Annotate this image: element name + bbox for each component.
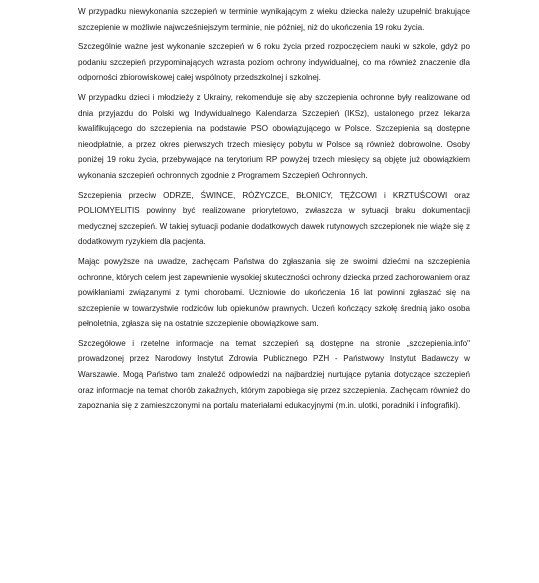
paragraph-4: Szczepienia przeciw ODRZE, ŚWINCE, RÓŻYCZCE, BŁONICY, TĘŻCOWI i KRZTUŚCOWI oraz POLIOMYELITIS powinny być realizowane priorytetowo, zwłaszcza w sytuacji braku dokumentacji medycznej szczepień. W takiej sytuacji podanie dodatkowych dawek rutynowych szczepionek nie wiąże się z dodatkowym ryzykiem dla pacjenta. — [78, 190, 470, 247]
paragraph-3: W przypadku dzieci i młodzieży z Ukrainy, rekomenduje się aby szczepienia ochronne były realizowane od dnia przyjazdu do Polski wg Indywidualnego Kalendarza Szczepień (IKSz), ustalonego przez lekarza kwalifikującego do szczepienia na podstawie PSO obowiązującego w Polsce. Szczepienia są dostępne nieodpłatnie, a przez okres pierwszych trzech miesięcy pobytu w Polsce są również dobrowolne. Osoby poniżej 19 roku życia, przebywające na terytorium RP powyżej trzech miesięcy są objęte już obowiązkiem wykonania szczepień ochronnych zgodnie z Programem Szczepień Ochronnych. — [78, 92, 470, 180]
document-body — [78, 4, 470, 418]
paragraph-1: W przypadku niewykonania szczepień w terminie wynikającym z wieku dziecka należy uzupełnić brakujące szczepienie w możliwie najwcześniejszym terminie, nie później, niż do ukończenia 19 roku życia. — [78, 7, 470, 32]
paragraph-5: Mając powyższe na uwadze, zachęcam Państwa do zgłaszania się ze swoimi dziećmi na szczepienia ochronne, których celem jest zapewnienie wysokiej skuteczności ochrony dziecka przed zachorowaniem oraz powikłaniami związanymi z tymi chorobami. Uczniowie do ukończenia 16 lat powinni zgłaszać się na szczepienie w towarzystwie rodziców lub opiekunów prawnych. Uczeń kończący szkołę średnią jako osoba pełnoletnia, zgłasza się na ostatnie szczepienie obowiązkowe sam. — [78, 256, 470, 329]
paragraph-2: Szczególnie ważne jest wykonanie szczepień w 6 roku życia przed rozpoczęciem nauki w szkole, gdyż po podaniu szczepień przypominających wzrasta poziom ochrony indywidualnej, co ma również znaczenie dla odporności zbiorowiskowej całej wspólnoty przedszkolnej i szkolnej. — [78, 42, 470, 83]
paragraph-6: Szczegółowe i rzetelne informacje na temat szczepień są dostępne na stronie „szczepienia.info" prowadzonej przez Narodowy Instytut Zdrowia Publicznego PZH - Państwowy Instytut Badawczy w Warszawie. Mogą Państwo tam znaleźć odpowiedzi na najbardziej nurtujące pytania dotyczące szczepień oraz informacje na temat chorób zakaźnych, którym zapobiega się przez szczepienia. Zachęcam również do zapoznania się z zamieszczonymi na portalu materiałami edukacyjnymi (m.in. ulotki, poradniki i infografiki). — [78, 338, 470, 411]
